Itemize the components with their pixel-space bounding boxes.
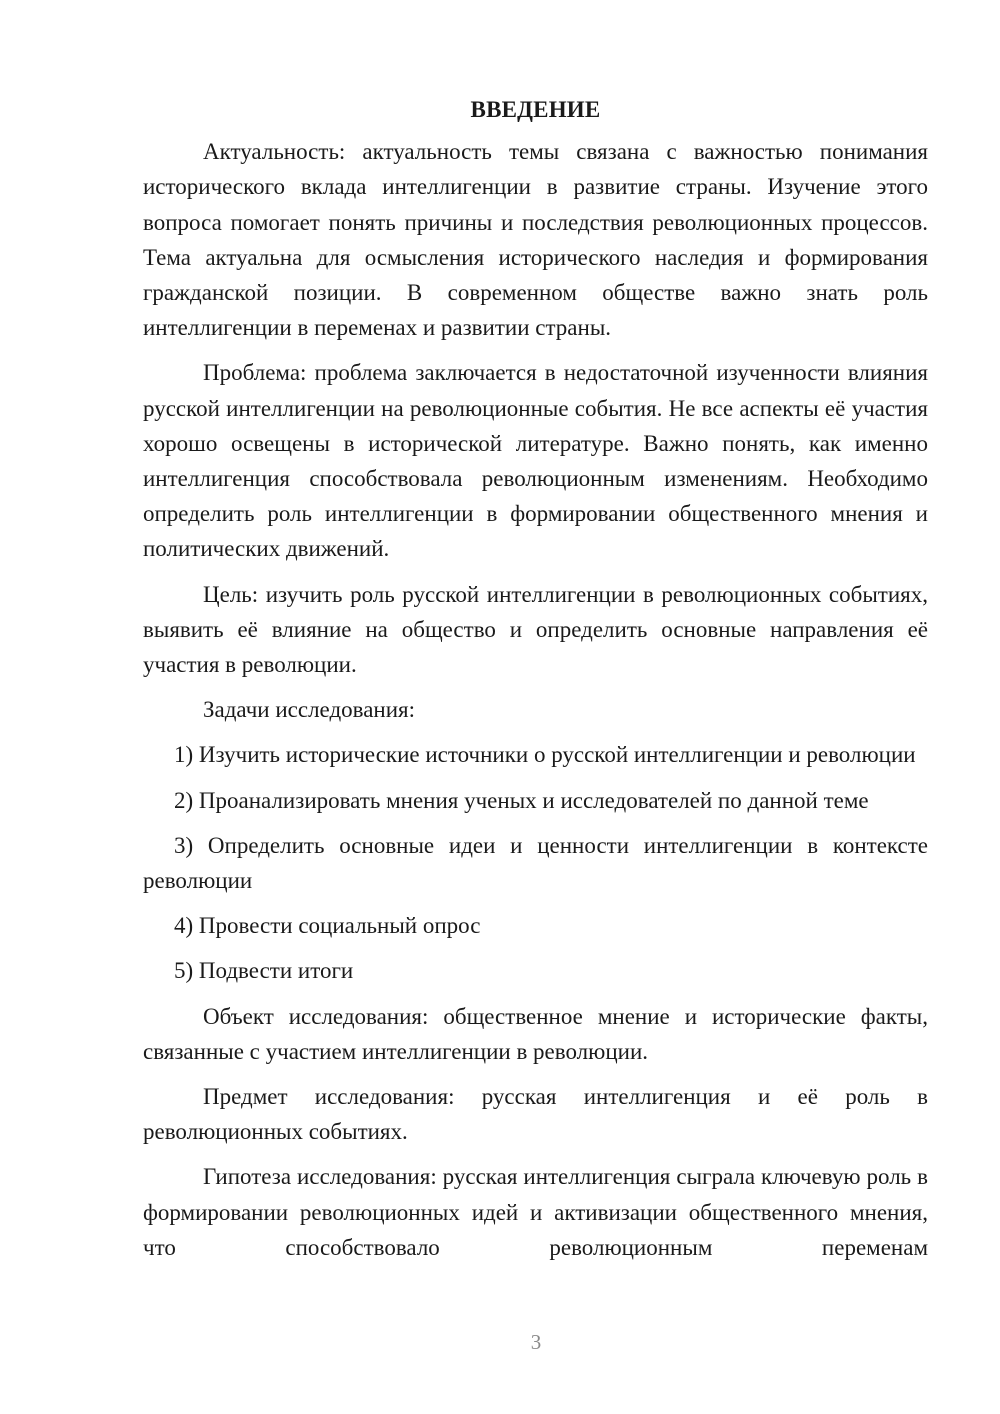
- goal-paragraph: Цель: изучить роль русской интеллигенции в революционных событиях, выявить её влияние на общество и определить основные направления её участия в революции.: [143, 581, 928, 678]
- task-item-4: 4) Провести социальный опрос: [174, 913, 481, 939]
- task-item-1: 1) Изучить исторические источники о русской интеллигенции и революции: [174, 742, 916, 768]
- tasks-label: Задачи исследования:: [203, 697, 416, 723]
- relevance-paragraph: Актуальность: актуальность темы связана с важностью понимания исторического вклада интеллигенции в развитие страны. Изучение этого вопроса помогает понять причины и последствия революционных процессов. Тема актуальна для осмысления исторического наследия и формирования гражданской позиции. В современном обществе важно знать роль интеллигенции в переменах и развитии страны.: [143, 139, 928, 341]
- page-body: [143, 92, 928, 1275]
- task-item-5: 5) Подвести итоги: [174, 958, 354, 984]
- page-title: ВВЕДЕНИЕ: [470, 97, 601, 122]
- problem-paragraph: Проблема: проблема заключается в недостаточной изученности влияния русской интеллигенции на революционные события. Не все аспекты её участия хорошо освещены в исторической литературе. Важно понять, как именно интеллигенция способствовала революционным изменениям. Необходимо определить роль интеллигенции в формировании общественного мнения и политических движений.: [143, 360, 928, 562]
- task-item-2: 2) Проанализировать мнения ученых и исследователей по данной теме: [174, 787, 869, 813]
- hypothesis-paragraph: Гипотеза исследования: русская интеллигенция сыграла ключевую роль в формировании революционных идей и активизации общественного мнения, что способствовало революционным переменам: [143, 1164, 928, 1260]
- object-paragraph: Объект исследования: общественное мнение и исторические факты, связанные с участием интеллигенции в революции.: [143, 1003, 928, 1064]
- task-item-3: 3) Определить основные идеи и ценности интеллигенции в контексте революции: [143, 832, 928, 894]
- subject-paragraph: Предмет исследования: русская интеллигенция и её роль в революционных событиях.: [143, 1084, 928, 1145]
- page-number: 3: [530, 1330, 542, 1354]
